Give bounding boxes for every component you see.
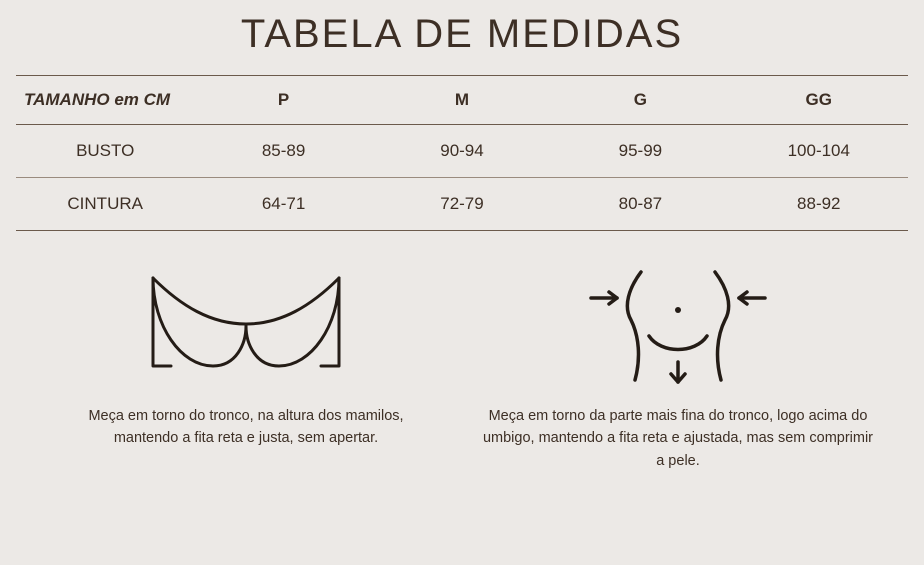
illustrations-section — [0, 261, 924, 472]
size-table-header — [16, 76, 908, 125]
bust-measure-icon — [141, 261, 351, 391]
table-header-m: M — [373, 76, 551, 125]
illustration-waist — [462, 261, 894, 472]
table-row — [16, 178, 908, 231]
cell-cintura-g: 80-87 — [551, 178, 729, 231]
table-header-label: TAMANHO em CM — [16, 76, 194, 125]
table-header-g: G — [551, 76, 729, 125]
table-header-row — [16, 76, 908, 125]
table-header-p: P — [194, 76, 372, 125]
table-row — [16, 125, 908, 178]
size-table — [16, 75, 908, 231]
cell-cintura-gg: 88-92 — [730, 178, 908, 231]
cell-cintura-p: 64-71 — [194, 178, 372, 231]
cell-busto-g: 95-99 — [551, 125, 729, 178]
page-title: TABELA DE MEDIDAS — [240, 12, 684, 56]
cell-busto-m: 90-94 — [373, 125, 551, 178]
row-label-busto: BUSTO — [16, 125, 194, 178]
cell-cintura-m: 72-79 — [373, 178, 551, 231]
size-table-body — [16, 125, 908, 231]
illustration-bust — [30, 261, 462, 472]
table-header-gg: GG — [730, 76, 908, 125]
waist-measure-icon — [583, 261, 773, 391]
cell-busto-gg: 100-104 — [730, 125, 908, 178]
row-label-cintura: CINTURA — [16, 178, 194, 231]
bust-caption: Meça em torno do tronco, na altura dos mamilos, mantendo a fita reta e justa, sem apertar. — [88, 408, 404, 447]
waist-caption: Meça em torno da parte mais fina do tronco, logo acima do umbigo, mantendo a fita reta e ajustada, mas sem comprimir a pele. — [482, 408, 874, 469]
cell-busto-p: 85-89 — [194, 125, 372, 178]
size-table-container — [16, 75, 908, 231]
